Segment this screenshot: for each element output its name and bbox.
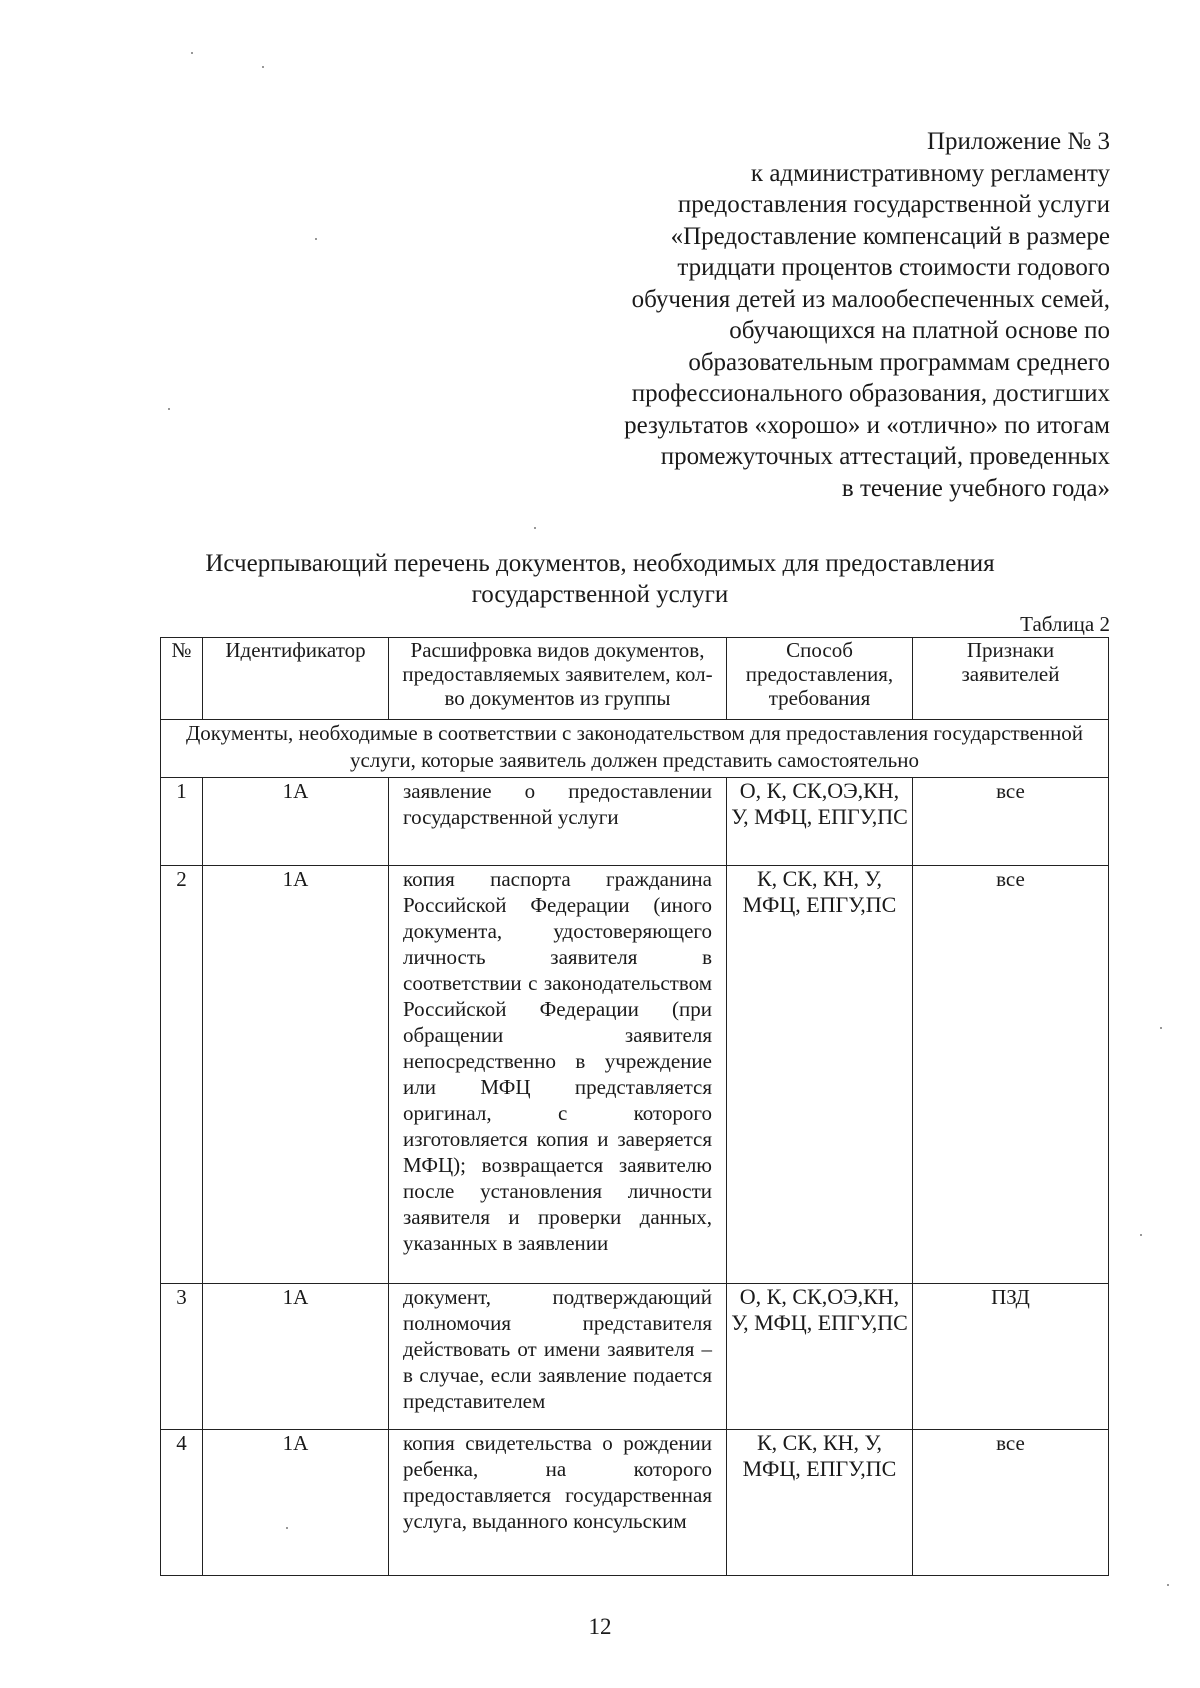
appendix-line: тридцати процентов стоимости годового [677,254,1110,281]
header-description: Расшифровка видов документов, предоставляемых заявителем, кол-во документов из группы [389,638,727,720]
row-description: заявление о предоставлении государственной услуги [389,778,727,866]
document-title-line: Исчерпывающий перечень документов, необходимых для предоставления [205,550,995,577]
section-heading: Документы, необходимые в соответствии с законодательством для предоставления государственной услуги, которые заявитель должен представить самостоятельно [161,720,1109,778]
row-method: О, К, СК,ОЭ,КН, У, МФЦ, ЕПГУ,ПС [727,1284,913,1430]
row-description: копия свидетельства о рождении ребенка, на которого предоставляется государственная услуга, выданного консульским [389,1430,727,1576]
row-number: 1 [161,778,203,866]
document-title-line: государственной услуги [471,581,729,608]
document-title [90,548,1110,610]
scan-speck [168,408,170,410]
row-identifier: 1А [203,778,389,866]
appendix-line: результатов «хорошо» и «отлично» по итогам [624,411,1110,439]
scan-speck [315,238,317,240]
appendix-line: профессионального образования, достигших [631,380,1110,407]
header-identifier: Идентификатор [203,638,389,720]
scan-speck [1160,1027,1162,1029]
appendix-line: обучения детей из малообеспеченных семей, [631,285,1110,313]
row-number: 3 [161,1284,203,1430]
row-applicant-signs: ПЗД [913,1284,1109,1430]
table-header-row [161,638,1109,720]
row-applicant-signs: все [913,866,1109,1284]
appendix-header [550,126,1110,504]
appendix-line: в течение учебного года» [841,474,1110,502]
appendix-line: Приложение № 3 [926,128,1110,155]
row-applicant-signs: все [913,1430,1109,1576]
appendix-line: промежуточных аттестаций, проведенных [660,443,1110,470]
scan-speck [191,52,193,54]
section-row [161,720,1109,778]
appendix-line: образовательным программам среднего [688,348,1110,376]
header-number: № [161,638,203,720]
table-label: Таблица 2 [1020,612,1110,636]
row-description: копия паспорта гражданина Российской Федерации (иного документа, удостоверяющего личность заявителя в соответствии с законодательством Российской Федерации (при обращении заявителя непосредственно в учреждение или МФЦ представляется оригинал, с которого изготовляется копия и заверяется МФЦ); возвращается заявителю после установления личности заявителя и проверки данных, указанных в заявлении [389,866,727,1284]
row-description: документ, подтверждающий полномочия представителя действовать от имени заявителя – в случае, если заявление подается представителем [389,1284,727,1430]
header-applicant-signs: Признаки заявителей [913,638,1109,720]
row-method: К, СК, КН, У, МФЦ, ЕПГУ,ПС [727,1430,913,1576]
row-applicant-signs: все [913,778,1109,866]
row-number: 4 [161,1430,203,1576]
appendix-line: предоставления государственной услуги [677,191,1110,218]
scan-speck [1167,1584,1169,1586]
page-number: 12 [588,1614,612,1639]
appendix-line: к административному регламенту [750,159,1110,187]
table-row [161,1284,1109,1430]
appendix-line: обучающихся на платной основе по [729,317,1110,344]
header-method: Способ предоставления, требования [727,638,913,720]
row-number: 2 [161,866,203,1284]
row-identifier: 1А [203,1284,389,1430]
row-identifier: 1А [203,866,389,1284]
table-row [161,778,1109,866]
row-identifier: 1А [203,1430,389,1576]
table-row [161,1430,1109,1576]
scan-speck [286,1527,288,1529]
documents-table [160,637,1109,1576]
row-method: К, СК, КН, У, МФЦ, ЕПГУ,ПС [727,866,913,1284]
table-row [161,866,1109,1284]
appendix-line: «Предоставление компенсаций в размере [670,222,1110,250]
row-method: О, К, СК,ОЭ,КН, У, МФЦ, ЕПГУ,ПС [727,778,913,866]
scan-speck [534,527,536,529]
scan-speck [262,66,264,68]
scan-speck [1140,1234,1142,1236]
